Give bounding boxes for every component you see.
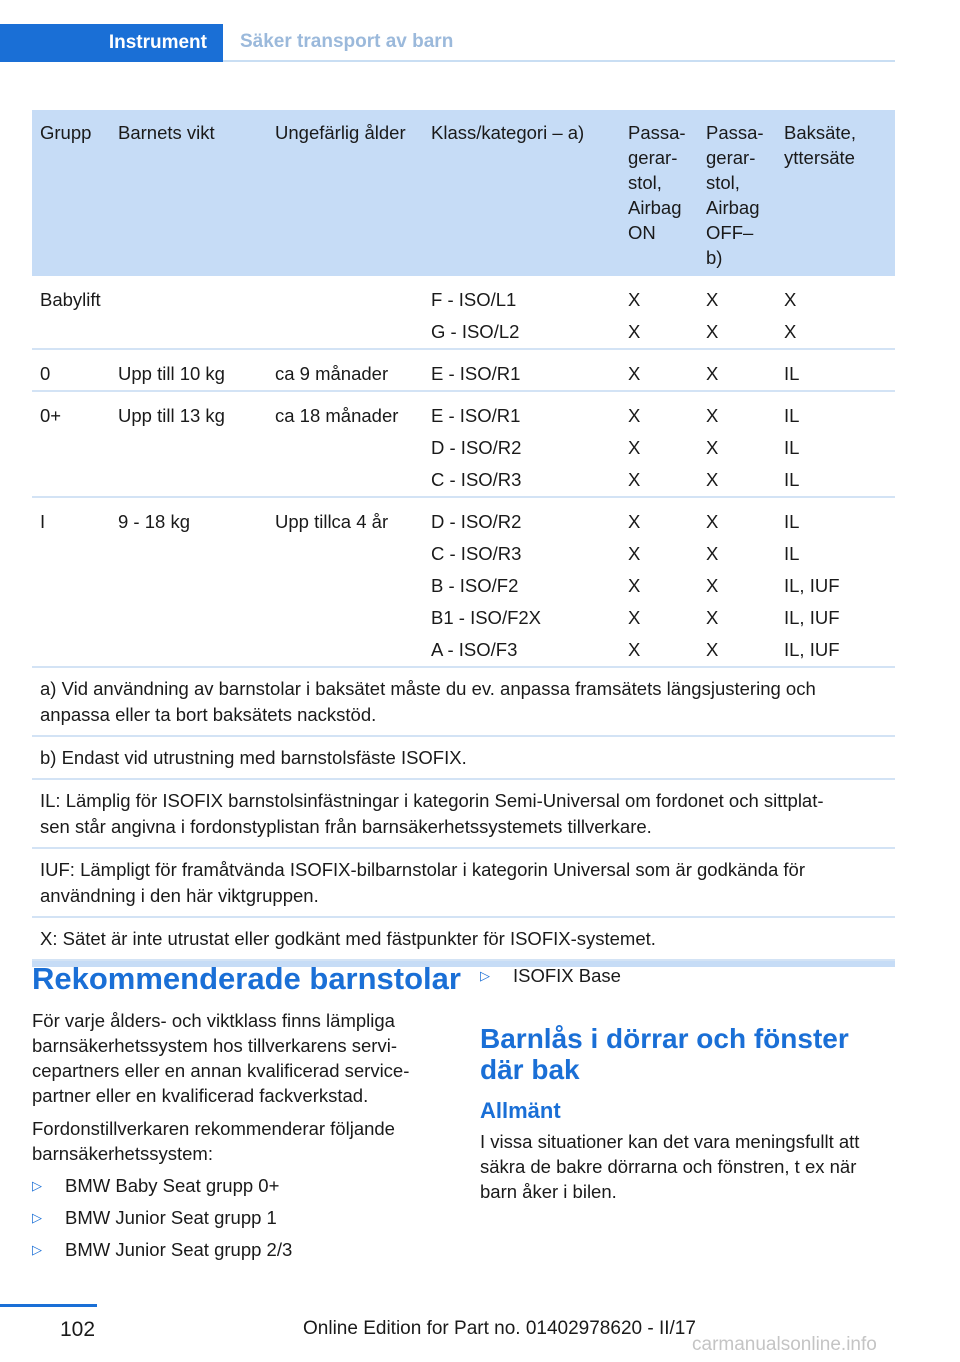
- column-header: Passa- gerar- stol, Airbag OFF– b): [706, 122, 764, 268]
- section-heading-recommended: Rekommenderade barnstolar: [32, 961, 461, 996]
- tab-child-transport[interactable]: Säker transport av barn: [240, 31, 454, 52]
- table-row: [32, 350, 895, 392]
- triangle-bullet-icon: ▷: [32, 1178, 42, 1193]
- table-cell: I: [40, 511, 46, 532]
- paragraph-recommended-1: För varje ålders- och viktklass finns lämpliga barnsäkerhetssystem hos tillverkarens servi- cepartners eller en annan kvalificerad service- partner eller en kvalificerad fackverkstad.: [32, 1010, 410, 1106]
- table-row: [32, 276, 895, 350]
- table-note: IL: Lämplig för ISOFIX barnstolsinfästningar i kategorin Semi-Universal om fordonet och sittplat- sen står angivna i fordonstyplistan från barnsäkerhetssystemets tillverkare.: [32, 780, 895, 849]
- left-column: [32, 961, 461, 1262]
- page-header: [0, 24, 895, 62]
- table-row: [32, 498, 895, 668]
- paragraph-child-locks: I vissa situationer kan det vara meningsfullt att säkra de bakre dörrarna och fönstren, t ex när barn åker i bilen.: [480, 1131, 860, 1202]
- table-notes: [32, 668, 895, 961]
- column-header: Ungefärlig ålder: [275, 122, 406, 143]
- list-item: ▷ ISOFIX Base: [480, 965, 621, 986]
- table-cell: X X: [706, 289, 719, 342]
- table-cell: X X X: [706, 405, 719, 490]
- table-cell: Upp till 13 kg: [118, 405, 225, 426]
- section-heading-child-locks: Barnlås i dörrar och fönster där bak: [480, 1023, 849, 1085]
- table-cell: E - ISO/R1: [431, 363, 521, 384]
- table-cell: IL: [784, 363, 800, 384]
- table-cell: X: [706, 363, 719, 384]
- paragraph-recommended-2: Fordonstillverkaren rekommenderar följande barnsäkerhetssystem:: [32, 1118, 395, 1164]
- table-cell: X X X X X: [628, 511, 641, 660]
- table-cell: ca 9 månader: [275, 363, 389, 384]
- table-cell: 0+: [40, 405, 62, 426]
- table-row: [32, 392, 895, 498]
- list-item: ▷ BMW Junior Seat grupp 1: [32, 1207, 277, 1228]
- recommended-list: [32, 1173, 452, 1262]
- table-cell: X X: [784, 289, 797, 342]
- column-header: Passa- gerar- stol, Airbag ON: [628, 122, 686, 243]
- table-cell: Upp tillca 4 år: [275, 511, 389, 532]
- triangle-bullet-icon: ▷: [32, 1210, 42, 1225]
- page-number: 102: [60, 1318, 96, 1341]
- column-header: Baksäte, yttersäte: [784, 122, 856, 168]
- table-cell: 9 - 18 kg: [118, 511, 190, 532]
- table-note: b) Endast vid utrustning med barnstolsfäste ISOFIX.: [32, 737, 895, 780]
- list-item: ▷ BMW Junior Seat grupp 2/3: [32, 1239, 293, 1260]
- table-header: [32, 110, 895, 276]
- edition-text: Online Edition for Part no. 01402978620 - II/17: [303, 1318, 696, 1339]
- right-column: [480, 963, 895, 1204]
- table-cell: IL IL IL: [784, 405, 800, 490]
- table-cell: Babylift: [40, 289, 101, 310]
- table-cell: X X X: [628, 405, 641, 490]
- table-note: IUF: Lämpligt för framåtvända ISOFIX-bilbarnstolar i kategorin Universal som är godkända för användning i den här viktgruppen.: [32, 849, 895, 918]
- table-cell: E - ISO/R1 D - ISO/R2 C - ISO/R3: [431, 405, 522, 490]
- table-note: X: Sätet är inte utrustat eller godkänt med fästpunkter för ISOFIX-systemet.: [32, 918, 895, 961]
- column-header: Barnets vikt: [118, 122, 215, 143]
- list-item: ▷ BMW Baby Seat grupp 0+: [32, 1175, 280, 1196]
- table-cell: 0: [40, 363, 51, 384]
- table-cell: F - ISO/L1 G - ISO/L2: [431, 289, 520, 342]
- table-cell: D - ISO/R2 C - ISO/R3 B - ISO/F2 B1 - ISO/F2X A - ISO/F3: [431, 511, 542, 660]
- table-cell: X: [628, 363, 641, 384]
- column-header: Grupp: [40, 122, 92, 143]
- table-cell: X X: [628, 289, 641, 342]
- watermark: carmanualsonline.info: [692, 1334, 877, 1355]
- tab-instrument[interactable]: Instrument: [0, 24, 223, 62]
- page-number-rule: [0, 1304, 97, 1307]
- subheading-general: Allmänt: [480, 1098, 561, 1123]
- table-cell: IL IL IL, IUF IL, IUF IL, IUF: [784, 511, 840, 660]
- table-body: [32, 276, 895, 668]
- triangle-bullet-icon: ▷: [32, 1242, 42, 1257]
- column-header: Klass/kategori – a): [431, 122, 585, 143]
- table-cell: ca 18 månader: [275, 405, 399, 426]
- triangle-bullet-icon: ▷: [480, 968, 490, 983]
- table-cell: Upp till 10 kg: [118, 363, 225, 384]
- table-note: a) Vid användning av barnstolar i baksätet måste du ev. anpassa framsätets längsjustering och anpassa eller ta bort baksätets nackstöd.: [32, 668, 895, 737]
- isofix-table: [32, 110, 895, 967]
- table-cell: X X X X X: [706, 511, 719, 660]
